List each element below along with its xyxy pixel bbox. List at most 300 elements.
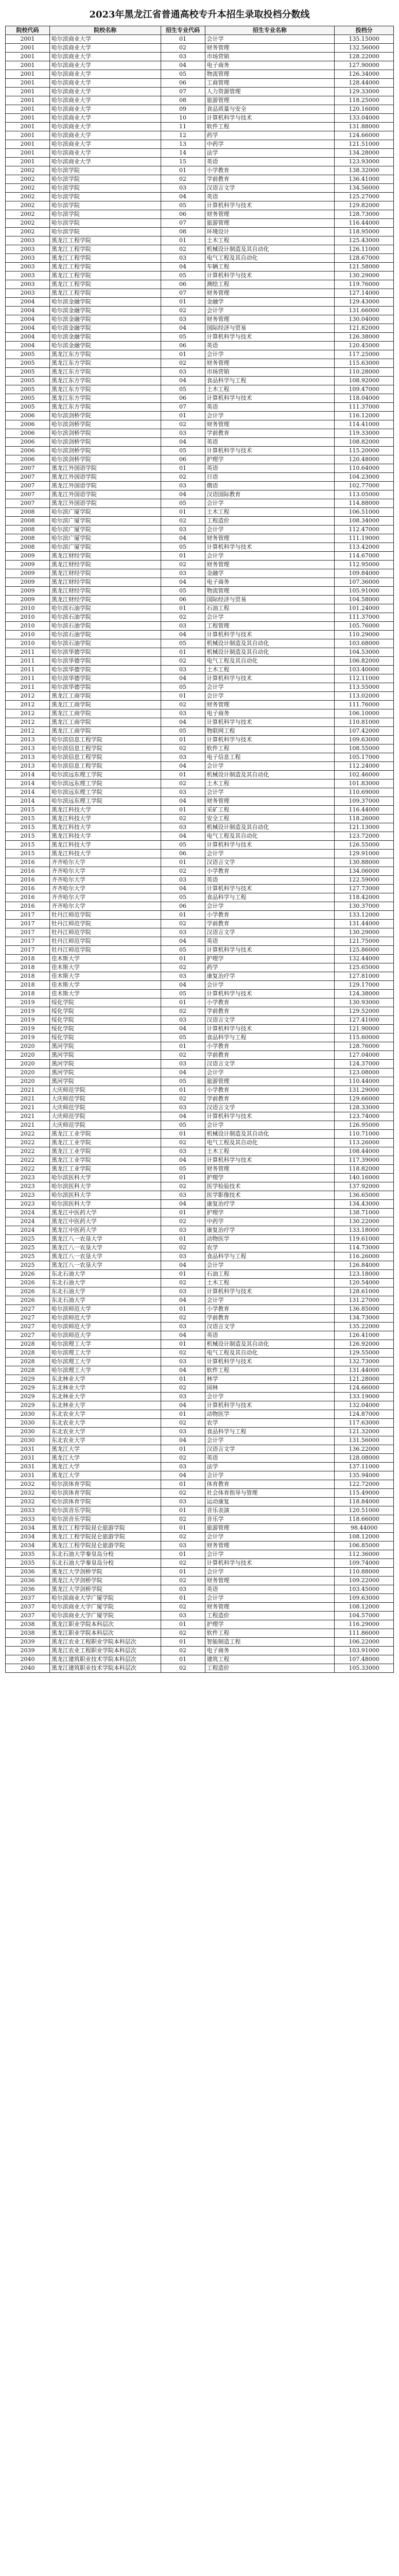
cell-major-code: 04 [161,324,205,332]
cell-major-code: 05 [161,332,205,341]
cell-school-code: 2021 [6,1112,50,1121]
table-row [6,499,394,507]
cell-major-code: 03 [161,1191,205,1199]
cell-major-code: 04 [161,1331,205,1340]
cell-school-code: 2029 [6,1383,50,1392]
cell-major-code: 03 [161,875,205,884]
cell-major-code: 02 [161,963,205,972]
cell-major-name: 英语 [205,875,335,884]
table-row [6,1252,394,1261]
cell-school-code: 2022 [6,1138,50,1147]
cell-score: 132.56000 [335,43,394,52]
cell-school-code: 2031 [6,1471,50,1480]
cell-major-name: 土木工程 [205,1278,335,1287]
table-row [6,1208,394,1217]
cell-school-name: 黑龙江工业学院 [49,1138,161,1147]
cell-major-code: 02 [161,245,205,253]
cell-school-code: 2008 [6,525,50,534]
cell-score: 121.58000 [335,262,394,271]
cell-score: 129.17000 [335,980,394,989]
cell-score: 103.45000 [335,1585,394,1594]
cell-major-code: 03 [161,823,205,832]
cell-score: 101.83000 [335,779,394,788]
cell-school-name: 绥化学院 [49,1024,161,1033]
cell-school-name: 东北农业大学 [49,1427,161,1436]
cell-major-code: 05 [161,499,205,507]
table-row [6,1147,394,1156]
cell-school-name: 黑龙江外国语学院 [49,481,161,490]
table-row [6,52,394,61]
cell-school-code: 2001 [6,113,50,122]
cell-school-name: 哈尔滨石油学院 [49,613,161,621]
table-row [6,1068,394,1077]
cell-school-code: 2012 [6,700,50,709]
cell-score: 108.34000 [335,516,394,525]
table-row [6,96,394,105]
cell-score: 109.74000 [335,1558,394,1567]
cell-school-code: 2012 [6,691,50,700]
cell-score: 110.64000 [335,464,394,472]
cell-major-code: 03 [161,1585,205,1594]
cell-major-code: 12 [161,131,205,140]
cell-score: 131.88000 [335,122,394,131]
cell-major-name: 电子信息工程 [205,753,335,761]
cell-major-name: 英语 [205,402,335,411]
cell-score: 135.22000 [335,1322,394,1331]
table-row [6,604,394,613]
cell-major-name: 财务管理 [205,560,335,569]
cell-school-name: 黑龙江财经学院 [49,595,161,604]
table-row [6,840,394,849]
cell-major-code: 03 [161,525,205,534]
cell-major-name: 电子商务 [205,709,335,718]
cell-school-code: 2009 [6,551,50,560]
cell-major-name: 食品质量与安全 [205,105,335,113]
cell-school-name: 哈尔滨学院 [49,227,161,236]
cell-school-name: 哈尔滨医科大学 [49,1199,161,1208]
cell-school-name: 东北农业大学 [49,1410,161,1418]
cell-school-name: 黑龙江大学剑桥学院 [49,1576,161,1585]
table-row [6,1015,394,1024]
cell-major-name: 机械设计制造及其自动化 [205,648,335,656]
cell-major-name: 财务管理 [205,359,335,367]
cell-major-name: 护理学 [205,954,335,963]
cell-school-name: 哈尔滨远东理工学院 [49,796,161,805]
cell-major-code: 02 [161,1532,205,1541]
cell-school-name: 佳木斯大学 [49,989,161,998]
table-row [6,1418,394,1427]
cell-school-code: 2034 [6,1523,50,1532]
table-row [6,332,394,341]
cell-score: 107.36000 [335,578,394,586]
cell-school-code: 2003 [6,271,50,280]
cell-major-name: 财务管理 [205,210,335,218]
cell-score: 105.76000 [335,621,394,630]
cell-major-code: 09 [161,105,205,113]
cell-score: 128.73000 [335,210,394,218]
cell-major-name: 电气工程及其自动化 [205,1348,335,1357]
cell-major-code: 01 [161,1620,205,1629]
cell-score: 119.33000 [335,429,394,437]
cell-major-code: 05 [161,543,205,551]
cell-major-code: 06 [161,455,205,464]
cell-school-name: 黑龙江职业学院本科层次 [49,1629,161,1637]
cell-score: 113.42000 [335,543,394,551]
cell-school-code: 2014 [6,788,50,796]
cell-school-code: 2021 [6,1086,50,1094]
cell-major-name: 会计学 [205,551,335,560]
cell-school-code: 2007 [6,464,50,472]
cell-school-name: 哈尔滨学院 [49,183,161,192]
cell-major-code: 04 [161,376,205,385]
cell-major-name: 药学 [205,131,335,140]
cell-school-name: 大庆师范学院 [49,1103,161,1112]
cell-score: 110.88000 [335,1567,394,1576]
cell-school-name: 黑龙江工程学院 [49,280,161,289]
cell-major-code: 04 [161,832,205,840]
cell-major-code: 04 [161,490,205,499]
cell-major-name: 安全工程 [205,814,335,823]
table-body [6,35,394,1672]
cell-school-name: 哈尔滨信息工程学院 [49,744,161,753]
cell-major-code: 01 [161,1304,205,1313]
cell-school-name: 哈尔滨商业大学 [49,61,161,70]
cell-school-code: 2040 [6,1664,50,1672]
cell-school-name: 东北林业大学 [49,1392,161,1401]
cell-school-code: 2037 [6,1594,50,1602]
cell-school-name: 东北石油大学 [49,1269,161,1278]
cell-major-name: 会计学 [205,761,335,770]
table-row [6,648,394,656]
table-row [6,122,394,131]
cell-major-code: 01 [161,998,205,1007]
cell-score: 103.68000 [335,639,394,648]
cell-school-name: 哈尔滨师范大学 [49,1304,161,1313]
cell-school-name: 黑龙江工程学院昆仑旅游学院 [49,1523,161,1532]
cell-school-code: 2011 [6,665,50,674]
cell-school-code: 2022 [6,1147,50,1156]
cell-major-name: 汉语言文学 [205,928,335,937]
cell-major-code: 03 [161,1427,205,1436]
table-row [6,1042,394,1050]
cell-school-name: 哈尔滨学院 [49,201,161,210]
cell-major-code: 05 [161,726,205,735]
cell-school-name: 黑龙江大学 [49,1445,161,1453]
cell-major-name: 园林 [205,1383,335,1392]
cell-school-code: 2021 [6,1094,50,1103]
cell-school-code: 2038 [6,1620,50,1629]
cell-school-name: 哈尔滨金融学院 [49,297,161,306]
cell-major-code: 06 [161,210,205,218]
table-row [6,569,394,578]
cell-major-name: 物联网工程 [205,726,335,735]
cell-major-code: 07 [161,218,205,227]
table-row [6,472,394,481]
cell-school-name: 哈尔滨音乐学院 [49,1515,161,1523]
table-row [6,1445,394,1453]
cell-major-name: 工程管理 [205,621,335,630]
cell-school-name: 哈尔滨师范大学 [49,1331,161,1340]
cell-major-code: 05 [161,989,205,998]
cell-major-name: 会计学 [205,306,335,315]
cell-major-code: 01 [161,1269,205,1278]
cell-major-name: 会计学 [205,902,335,910]
cell-score: 131.29000 [335,1086,394,1094]
table-row [6,455,394,464]
cell-major-code: 02 [161,1602,205,1611]
table-row [6,341,394,350]
cell-score: 108.82000 [335,437,394,446]
cell-school-code: 2012 [6,726,50,735]
cell-score: 120.54000 [335,1278,394,1287]
cell-school-code: 2027 [6,1322,50,1331]
cell-major-name: 小学教育 [205,1086,335,1094]
cell-score: 128.22000 [335,52,394,61]
cell-score: 109.37000 [335,796,394,805]
cell-school-code: 2019 [6,1024,50,1033]
cell-major-code: 01 [161,1523,205,1532]
cell-school-name: 黑龙江工商学院 [49,709,161,718]
cell-school-code: 2007 [6,481,50,490]
cell-score: 118.42000 [335,893,394,902]
table-row [6,1664,394,1672]
cell-school-code: 2029 [6,1375,50,1383]
cell-major-name: 旅游管理 [205,218,335,227]
table-row [6,1050,394,1059]
cell-school-code: 2019 [6,1033,50,1042]
cell-school-code: 2037 [6,1602,50,1611]
cell-score: 112.11000 [335,674,394,683]
cell-major-name: 计算机科学与技术 [205,1401,335,1410]
cell-school-code: 2006 [6,446,50,455]
table-row [6,1436,394,1445]
table-row [6,140,394,148]
cell-score: 104.23000 [335,472,394,481]
table-row [6,849,394,858]
cell-major-code: 02 [161,779,205,788]
cell-major-code: 02 [161,1278,205,1287]
cell-school-code: 2019 [6,1007,50,1015]
cell-major-code: 03 [161,972,205,980]
cell-school-code: 2010 [6,613,50,621]
cell-school-code: 2017 [6,937,50,945]
cell-school-code: 2025 [6,1243,50,1252]
cell-major-name: 英语 [205,1331,335,1340]
cell-major-code: 03 [161,1392,205,1401]
cell-school-code: 2027 [6,1304,50,1313]
cell-school-name: 黑龙江中医药大学 [49,1226,161,1234]
cell-school-code: 2028 [6,1357,50,1366]
cell-major-name: 电气工程及其自动化 [205,1138,335,1147]
cell-school-code: 2030 [6,1410,50,1418]
cell-score: 124.37000 [335,1059,394,1068]
cell-score: 112.24000 [335,761,394,770]
cell-school-code: 2020 [6,1068,50,1077]
cell-major-name: 会计学 [205,683,335,691]
table-row [6,1567,394,1576]
cell-major-code: 02 [161,700,205,709]
cell-score: 102.46000 [335,770,394,779]
cell-major-code: 04 [161,980,205,989]
table-row [6,919,394,928]
table-row [6,1453,394,1462]
cell-school-name: 黑龙江工业学院 [49,1129,161,1138]
cell-major-code: 03 [161,1147,205,1156]
cell-school-name: 黑龙江东方学院 [49,359,161,367]
cell-major-name: 软件工程 [205,122,335,131]
table-row [6,464,394,472]
cell-school-code: 2025 [6,1252,50,1261]
cell-score: 130.29000 [335,928,394,937]
cell-school-code: 2038 [6,1629,50,1637]
cell-school-name: 黑龙江东方学院 [49,402,161,411]
cell-score: 129.52000 [335,1007,394,1015]
cell-major-name: 物流管理 [205,586,335,595]
cell-school-code: 2034 [6,1532,50,1541]
cell-major-name: 会计学 [205,525,335,534]
cell-score: 115.49000 [335,1488,394,1497]
table-row [6,796,394,805]
cell-school-name: 东北林业大学 [49,1401,161,1410]
table-row [6,1156,394,1164]
cell-major-code: 04 [161,796,205,805]
cell-score: 109.63000 [335,735,394,744]
cell-school-code: 2033 [6,1506,50,1515]
cell-major-name: 土木工程 [205,1147,335,1156]
table-row [6,70,394,78]
cell-score: 111.76000 [335,700,394,709]
cell-school-code: 2002 [6,227,50,236]
cell-major-name: 电气工程及其自动化 [205,253,335,262]
cell-major-name: 康复治疗学 [205,972,335,980]
cell-major-code: 01 [161,1410,205,1418]
cell-score: 109.22000 [335,1576,394,1585]
cell-score: 125.43000 [335,236,394,245]
cell-school-name: 哈尔滨广厦学院 [49,534,161,543]
cell-score: 121.75000 [335,937,394,945]
cell-major-name: 电子商务 [205,61,335,70]
cell-score: 108.55000 [335,744,394,753]
table-row [6,691,394,700]
cell-major-code: 02 [161,656,205,665]
table-row [6,411,394,420]
cell-school-name: 黑龙江工程学院 [49,245,161,253]
table-row [6,429,394,437]
cell-major-code: 02 [161,472,205,481]
cell-school-name: 齐齐哈尔大学 [49,902,161,910]
cell-score: 105.91000 [335,586,394,595]
cell-major-code: 03 [161,569,205,578]
cell-major-code: 08 [161,96,205,105]
cell-school-name: 东北农业大学 [49,1418,161,1427]
cell-major-code: 03 [161,1059,205,1068]
table-row [6,183,394,192]
cell-school-name: 哈尔滨金融学院 [49,324,161,332]
cell-score: 116.29000 [335,1620,394,1629]
cell-school-code: 2016 [6,858,50,867]
cell-major-name: 电子商务 [205,1646,335,1655]
cell-school-name: 哈尔滨理工大学 [49,1340,161,1348]
table-row [6,989,394,998]
cell-score: 118.82000 [335,1164,394,1173]
table-row [6,1611,394,1620]
cell-school-name: 哈尔滨商业大学 [49,148,161,157]
cell-score: 115.63000 [335,359,394,367]
table-row [6,1637,394,1646]
cell-school-code: 2025 [6,1261,50,1269]
cell-school-code: 2040 [6,1655,50,1664]
cell-score: 134.73000 [335,1313,394,1322]
cell-major-code: 01 [161,735,205,744]
table-row [6,420,394,429]
table-row [6,1243,394,1252]
table-row [6,516,394,525]
cell-major-name: 旅游管理 [205,1523,335,1532]
table-row [6,1304,394,1313]
table-row [6,1497,394,1506]
cell-major-name: 会计学 [205,613,335,621]
cell-major-name: 财务管理 [205,1164,335,1173]
cell-school-code: 2028 [6,1366,50,1375]
table-row [6,1313,394,1322]
cell-school-code: 2009 [6,586,50,595]
table-row [6,236,394,245]
table-row [6,402,394,411]
cell-score: 123.74000 [335,1112,394,1121]
cell-major-code: 02 [161,814,205,823]
cell-major-code: 05 [161,1077,205,1086]
cell-major-name: 会计学 [205,1436,335,1445]
table-row [6,166,394,175]
cell-school-code: 2017 [6,919,50,928]
cell-school-code: 2010 [6,621,50,630]
cell-school-code: 2033 [6,1515,50,1523]
cell-school-name: 哈尔滨剑桥学院 [49,411,161,420]
table-row [6,928,394,937]
cell-major-code: 02 [161,1576,205,1585]
cell-score: 110.69000 [335,788,394,796]
cell-school-name: 哈尔滨剑桥学院 [49,437,161,446]
cell-school-name: 黑龙江工程学院昆仑旅游学院 [49,1532,161,1541]
cell-major-name: 计算机科学与技术 [205,989,335,998]
admission-table [5,26,394,1673]
cell-major-code: 02 [161,867,205,875]
cell-major-name: 汉语言文学 [205,1322,335,1331]
cell-major-name: 计算机科学与技术 [205,1024,335,1033]
cell-school-name: 哈尔滨理工大学 [49,1348,161,1357]
cell-school-code: 2031 [6,1445,50,1453]
cell-major-name: 计算机科学与技术 [205,630,335,639]
cell-major-code: 03 [161,1252,205,1261]
cell-major-name: 动物医学 [205,1234,335,1243]
cell-school-code: 2022 [6,1129,50,1138]
cell-major-name: 小学教育 [205,910,335,919]
cell-school-code: 2030 [6,1436,50,1445]
cell-school-code: 2010 [6,630,50,639]
cell-major-name: 计算机科学与技术 [205,332,335,341]
cell-school-name: 黑龙江外国语学院 [49,499,161,507]
cell-major-name: 工程造价 [205,1664,335,1672]
cell-major-code: 04 [161,262,205,271]
cell-major-name: 小学教育 [205,867,335,875]
cell-school-code: 2002 [6,183,50,192]
cell-score: 121.28000 [335,1375,394,1383]
cell-school-name: 牡丹江师范学院 [49,937,161,945]
cell-score: 108.12000 [335,1602,394,1611]
cell-school-name: 黑龙江大学 [49,1453,161,1462]
cell-score: 129.33000 [335,87,394,96]
cell-score: 135.15000 [335,35,394,43]
